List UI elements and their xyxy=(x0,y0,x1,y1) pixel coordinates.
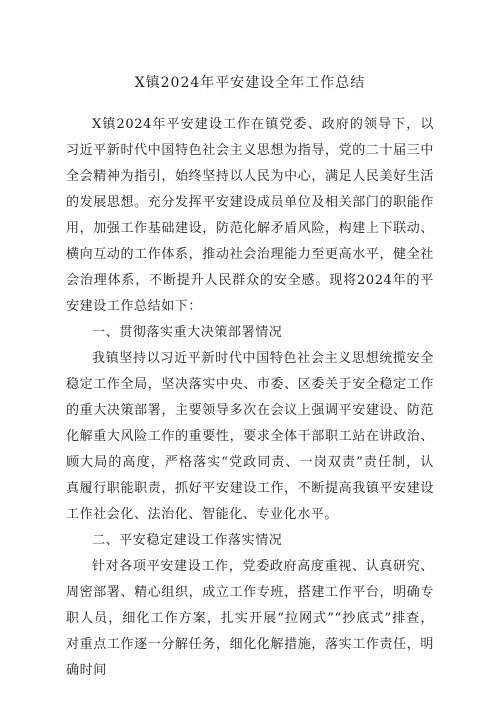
section-heading-1: 一、贯彻落实重大决策部署情况 xyxy=(92,325,283,340)
intro-paragraph: X镇2024年平安建设工作在镇党委、政府的领导下，以习近平新时代中国特色社会主义思想为指导，党的二十届三中全会精神为指引，始终坚持以人民为中心，满足人民美好生活的发展思想。充分发挥平安建设成员单位及相关部门的职能作用，加强工作基础建设，防范化解矛盾风险，构建上下联动、横向互动的工作体系，推动社会治理能力至更高水平，健全社会治理体系，不断提升人民群众的安全感。现将2024年的平安建设工作总结如下： xyxy=(66,117,434,314)
section-body-2: 针对各项平安建设工作，党委政府高度重视、认真研究、周密部署、精心组织，成立工作专班，搭建工作平台，明确专职人员，细化工作方案，扎实开展“拉网式”“抄底式”排查，对重点工作逐一分解任务，细化化解措施，落实工作责任，明确时间 xyxy=(66,559,434,678)
section-heading-2: 二、平安稳定建设工作落实情况 xyxy=(92,533,283,548)
section-body-1: 我镇坚持以习近平新时代中国特色社会主义思想统揽安全稳定工作全局，坚决落实中央、市委、区委关于安全稳定工作的重大决策部署，主要领导多次在会议上强调平安建设、防范化解重大风险工作的重要性，要求全体干部职工站在讲政治、顾大局的高度，严格落实“党政同责、一岗双责”责任制，认真履行职能职责，抓好平安建设工作，不断提高我镇平安建设工作社会化、法治化、智能化、专业化水平。 xyxy=(66,351,434,522)
document-title: X镇2024年平安建设全年工作总结 xyxy=(134,75,366,91)
